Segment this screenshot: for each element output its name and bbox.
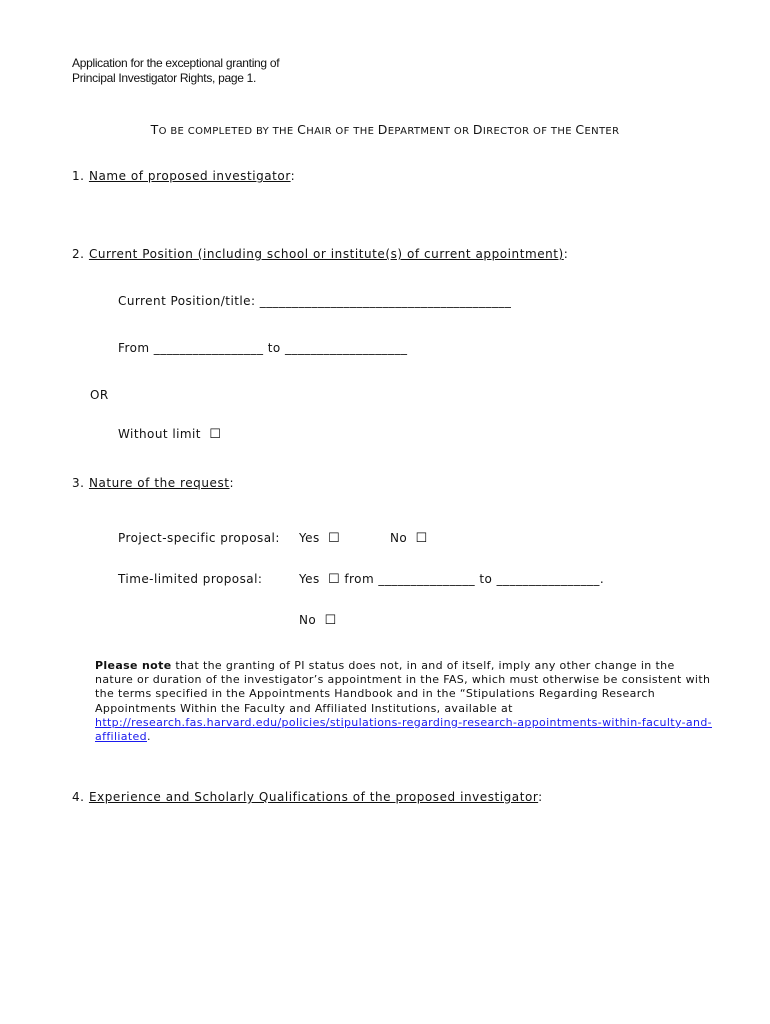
to-label: to	[479, 572, 493, 586]
question-number: 3.	[72, 476, 85, 490]
project-yes-checkbox[interactable]: ☐	[328, 531, 341, 546]
or-label: OR	[90, 388, 109, 402]
question-label: Experience and Scholarly Qualifications of the proposed investigator	[88, 790, 539, 804]
question-2: 2. Current Position (including school or institute(s) of current appointment):	[72, 247, 569, 261]
title-line-2: Principal Investigator Rights, page 1.	[72, 71, 257, 85]
yes-label: Yes	[299, 531, 320, 545]
stipulations-link[interactable]: http://research.fas.harvard.edu/policies/stipulations-regarding-research-appointments-within-faculty-and-affiliated	[95, 715, 712, 744]
to-label: to	[267, 341, 281, 355]
from-to-row	[118, 341, 408, 355]
please-note-paragraph: Please note that the granting of PI status does not, in and of itself, imply any other change in the nature or duration of the investigator’s appointment in the FAS, which must otherwise be consistent with the terms specified in the Appointments Handbook and in the “Stipulations Regarding Research Appointments Within the Faculty and Affiliated Institutions, available at http://research.fas.harvard.edu/policies/stipulations-regarding-research-appointments-within-faculty-and-affiliated.	[95, 659, 712, 744]
note-bold-lead: Please note	[95, 659, 172, 672]
to-date-field[interactable]: ___________________	[284, 341, 408, 355]
time-limited-yes-row: Yes ☐ from _______________ to ________________.	[299, 572, 605, 587]
no-label: No	[390, 531, 408, 545]
question-label: Nature of the request	[88, 476, 230, 490]
without-limit-label: Without limit	[118, 427, 201, 441]
current-position-row	[118, 294, 511, 308]
current-position-field[interactable]: _______________________________________	[259, 294, 512, 308]
question-4: 4. Experience and Scholarly Qualifications of the proposed investigator:	[72, 790, 543, 804]
yes-label: Yes	[299, 572, 320, 586]
note-text: that the granting of PI status does not, in and of itself, imply any other change in the nature or duration of the investigator’s appointment in the FAS, which must otherwise be consistent with the terms specified in the Appointments Handbook and in the “Stipulations Regarding Research Appointments Within the Faculty and Affiliated Institutions, available at	[95, 659, 711, 715]
project-specific-yes	[299, 531, 340, 546]
question-number: 2.	[72, 247, 85, 261]
question-3: 3. Nature of the request:	[72, 476, 235, 490]
project-specific-label: Project-specific proposal:	[118, 531, 280, 545]
time-limited-no-row	[299, 613, 337, 628]
time-to-field[interactable]: ________________	[496, 572, 600, 586]
question-number: 4.	[72, 790, 85, 804]
project-no-checkbox[interactable]: ☐	[415, 531, 428, 546]
question-label: Current Position (including school or institute(s) of current appointment)	[88, 247, 564, 261]
title-line-1: Application for the exceptional granting of	[72, 56, 280, 70]
section-heading: TO BE COMPLETED BY THE CHAIR OF THE DEPARTMENT OR DIRECTOR OF THE CENTER	[150, 122, 620, 137]
without-limit-checkbox[interactable]: ☐	[209, 427, 222, 442]
no-label: No	[299, 613, 317, 627]
time-from-field[interactable]: _______________	[378, 572, 476, 586]
current-position-label: Current Position/title:	[118, 294, 256, 308]
document-title	[72, 56, 279, 86]
question-label: Name of proposed investigator	[88, 169, 291, 183]
question-1: 1. Name of proposed investigator:	[72, 169, 296, 183]
project-specific-no	[390, 531, 428, 546]
from-label: From	[118, 341, 150, 355]
time-limited-label: Time-limited proposal:	[118, 572, 263, 586]
from-date-field[interactable]: _________________	[153, 341, 264, 355]
question-number: 1.	[72, 169, 85, 183]
from-label: from	[344, 572, 375, 586]
time-no-checkbox[interactable]: ☐	[324, 613, 337, 628]
without-limit-row	[118, 427, 221, 442]
time-yes-checkbox[interactable]: ☐	[328, 572, 341, 587]
